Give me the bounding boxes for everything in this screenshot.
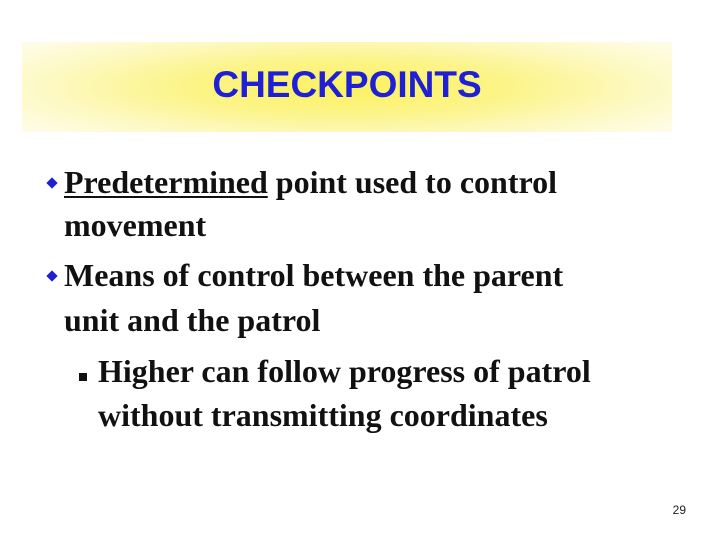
- slide-title: CHECKPOINTS: [212, 64, 482, 105]
- bullet-1-underlined-word: Predetermined: [64, 164, 268, 200]
- sub-bullet-1-line-2: without transmitting coordinates: [98, 397, 548, 433]
- sub-bullet-1-line-1: Higher can follow progress of patrol: [98, 353, 591, 389]
- bullet-1-line-2: movement: [64, 207, 207, 243]
- bullet-2-line-2: unit and the patrol: [64, 302, 321, 338]
- title-band: [22, 42, 672, 132]
- bullet-2-line-1: Means of control between the parent: [64, 257, 564, 293]
- square-bullet-icon: [79, 373, 87, 381]
- diamond-bullet-icon: [46, 270, 57, 281]
- bullet-1-line-1: [64, 164, 557, 201]
- bullet-1-line-1-rest: point used to control: [267, 164, 557, 200]
- diamond-bullet-icon: [46, 177, 57, 188]
- slide-number: 29: [672, 503, 686, 517]
